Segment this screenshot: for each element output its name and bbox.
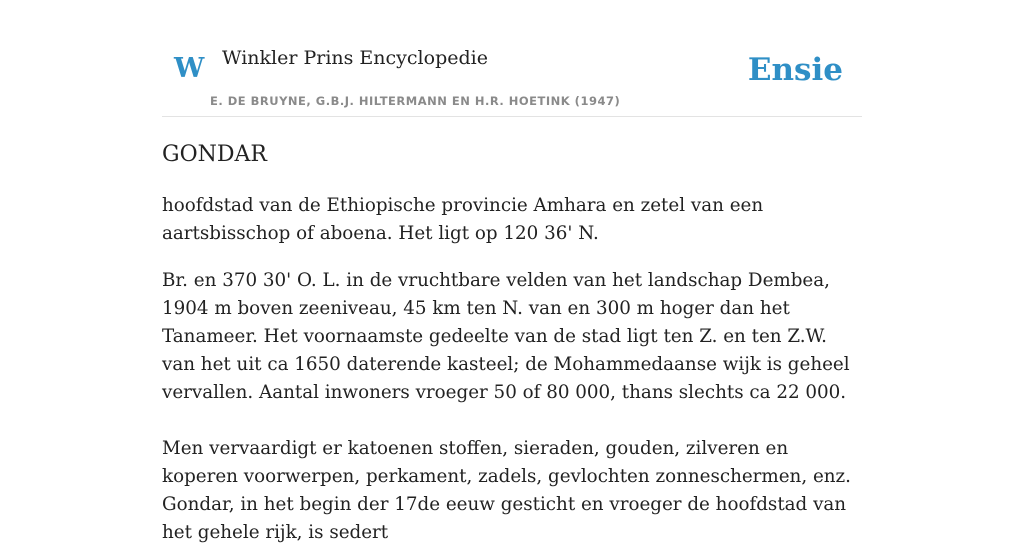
work-title-link[interactable]: Winkler Prins Encyclopedie [222,47,488,69]
article-paragraph-1: hoofdstad van de Ethiopische provincie Amhara en zetel van een aartsbisschop of aboena. Het ligt op 120 36' N. [162,195,764,244]
authors-line: E. DE BRUYNE, G.B.J. HILTERMANN EN H.R. HOETINK (1947) [210,94,621,108]
winkler-prins-logo[interactable]: W [174,53,205,84]
site-header [162,0,862,117]
article-title: GONDAR [162,142,267,167]
ensie-logo[interactable]: Ensie [747,52,843,88]
article-paragraph-2: Br. en 370 30' O. L. in de vruchtbare velden van het landschap Dembea, 1904 m boven zeeniveau, 45 km ten N. van en 300 m hoger dan het Tanameer. Het voornaamste gedeelte van de stad ligt ten Z. en ten Z.W. van het uit ca 1650 daterende kasteel; de Mohammedaanse wijk is geheel vervallen. Aantal inwoners vroeger 50 of 80 000, thans slechts ca 22 000. [162,270,850,403]
article-paragraph-3: Men vervaardigt er katoenen stoffen, sieraden, gouden, zilveren en koperen voorwerpen, perkament, zadels, gevlochten zonneschermen, enz. Gondar, in het begin der 17de eeuw gesticht en vroeger de hoofdstad van het gehele rijk, is sedert [162,438,851,543]
